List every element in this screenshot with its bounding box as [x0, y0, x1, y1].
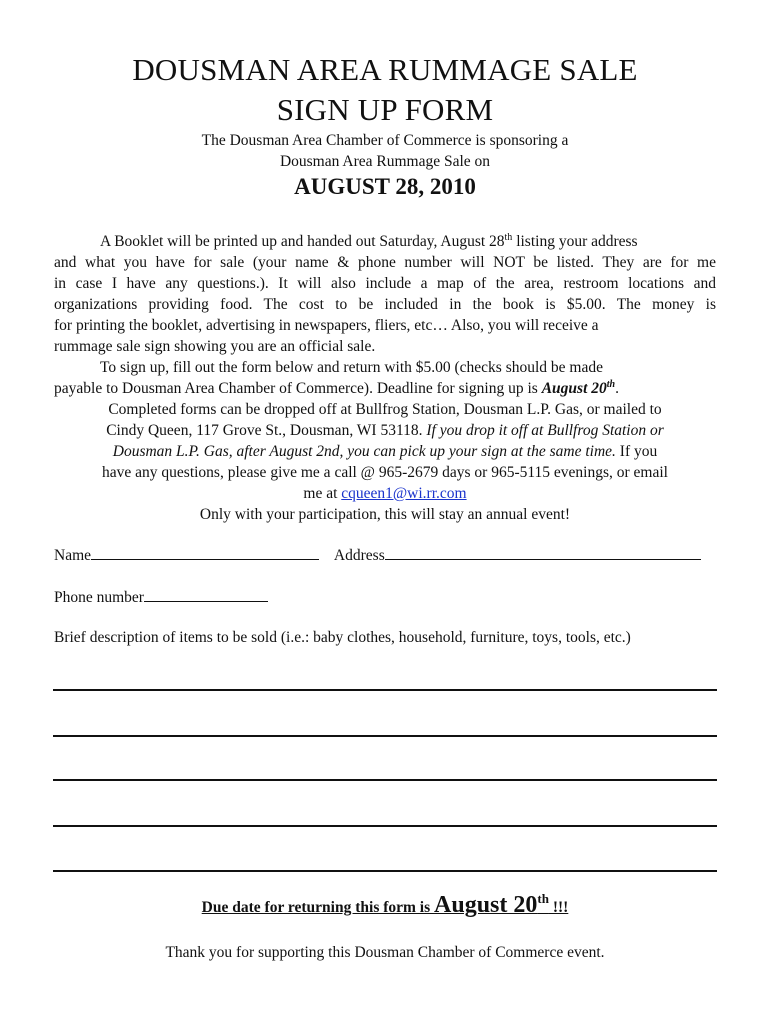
description-line-4[interactable] — [53, 825, 717, 827]
phone-field[interactable] — [144, 587, 268, 602]
phone-label: Phone number — [54, 589, 144, 606]
form-title-line-1: DOUSMAN AREA RUMMAGE SALE — [132, 52, 638, 87]
deadline-date: August 20th — [541, 378, 616, 397]
signup-line-2: payable to Dousman Area Chamber of Commerce). Deadline for signing up is August 20th. — [54, 378, 619, 397]
thank-you-note: Thank you for supporting this Dousman Chamber of Commerce event. — [165, 944, 605, 961]
booklet-line-1: A Booklet will be printed up and handed out Saturday, August 28th listing your address — [100, 231, 638, 250]
booklet-line-6: rummage sale sign showing you are an official sale. — [54, 338, 376, 355]
due-date: August 20th — [434, 891, 549, 918]
booklet-line-2: and what you have for sale (your name & phone number will NOT be listed. They are for me — [54, 254, 716, 271]
name-address-row — [54, 545, 701, 566]
signup-line-8: Only with your participation, this will stay an annual event! — [199, 506, 571, 523]
name-field[interactable] — [91, 545, 319, 560]
signup-line-4: Cindy Queen, 117 Grove St., Dousman, WI 53118. If you drop it off at Bullfrog Station or — [106, 422, 664, 439]
booklet-paragraph — [54, 231, 716, 357]
intro-line-2: Dousman Area Rummage Sale on — [279, 153, 491, 170]
signup-line-6: have any questions, please give me a call @ 965-2679 days or 965-5115 evenings, or email — [102, 464, 668, 481]
description-label: Brief description of items to be sold (i.e.: baby clothes, household, furniture, toys, tools, etc.) — [54, 629, 631, 646]
signup-paragraph — [54, 357, 716, 525]
description-line-2[interactable] — [53, 735, 717, 737]
booklet-line-4: organizations providing food. The cost to be included in the book is $5.00. The money is — [54, 296, 716, 313]
address-label: Address — [333, 547, 385, 564]
signup-line-7: me at cqueen1@wi.rr.com — [303, 485, 467, 502]
name-label: Name — [54, 547, 92, 564]
sale-date-heading: AUGUST 28, 2010 — [294, 174, 476, 199]
email-link[interactable]: cqueen1@wi.rr.com — [341, 485, 467, 502]
due-date-notice: Due date for returning this form is August 20th !!! — [201, 891, 569, 918]
description-line-3[interactable] — [53, 779, 717, 781]
booklet-line-5: for printing the booklet, advertising in newspapers, fliers, etc… Also, you will receive a — [54, 317, 599, 334]
address-field[interactable] — [385, 545, 701, 560]
description-line-5[interactable] — [53, 870, 717, 872]
signup-line-3: Completed forms can be dropped off at Bullfrog Station, Dousman L.P. Gas, or mailed to — [108, 401, 662, 418]
form-title-line-2: SIGN UP FORM — [276, 92, 494, 127]
description-line-1[interactable] — [53, 689, 717, 691]
intro-line-1: The Dousman Area Chamber of Commerce is sponsoring a — [201, 132, 569, 149]
phone-row — [54, 587, 268, 608]
signup-line-1: To sign up, fill out the form below and return with $5.00 (checks should be made — [100, 359, 603, 376]
booklet-line-3: in case I have any questions.). It will also include a map of the area, restroom locations and — [54, 275, 716, 292]
signup-line-5: Dousman L.P. Gas, after August 2nd, you can pick up your sign at the same time. If you — [112, 443, 658, 460]
